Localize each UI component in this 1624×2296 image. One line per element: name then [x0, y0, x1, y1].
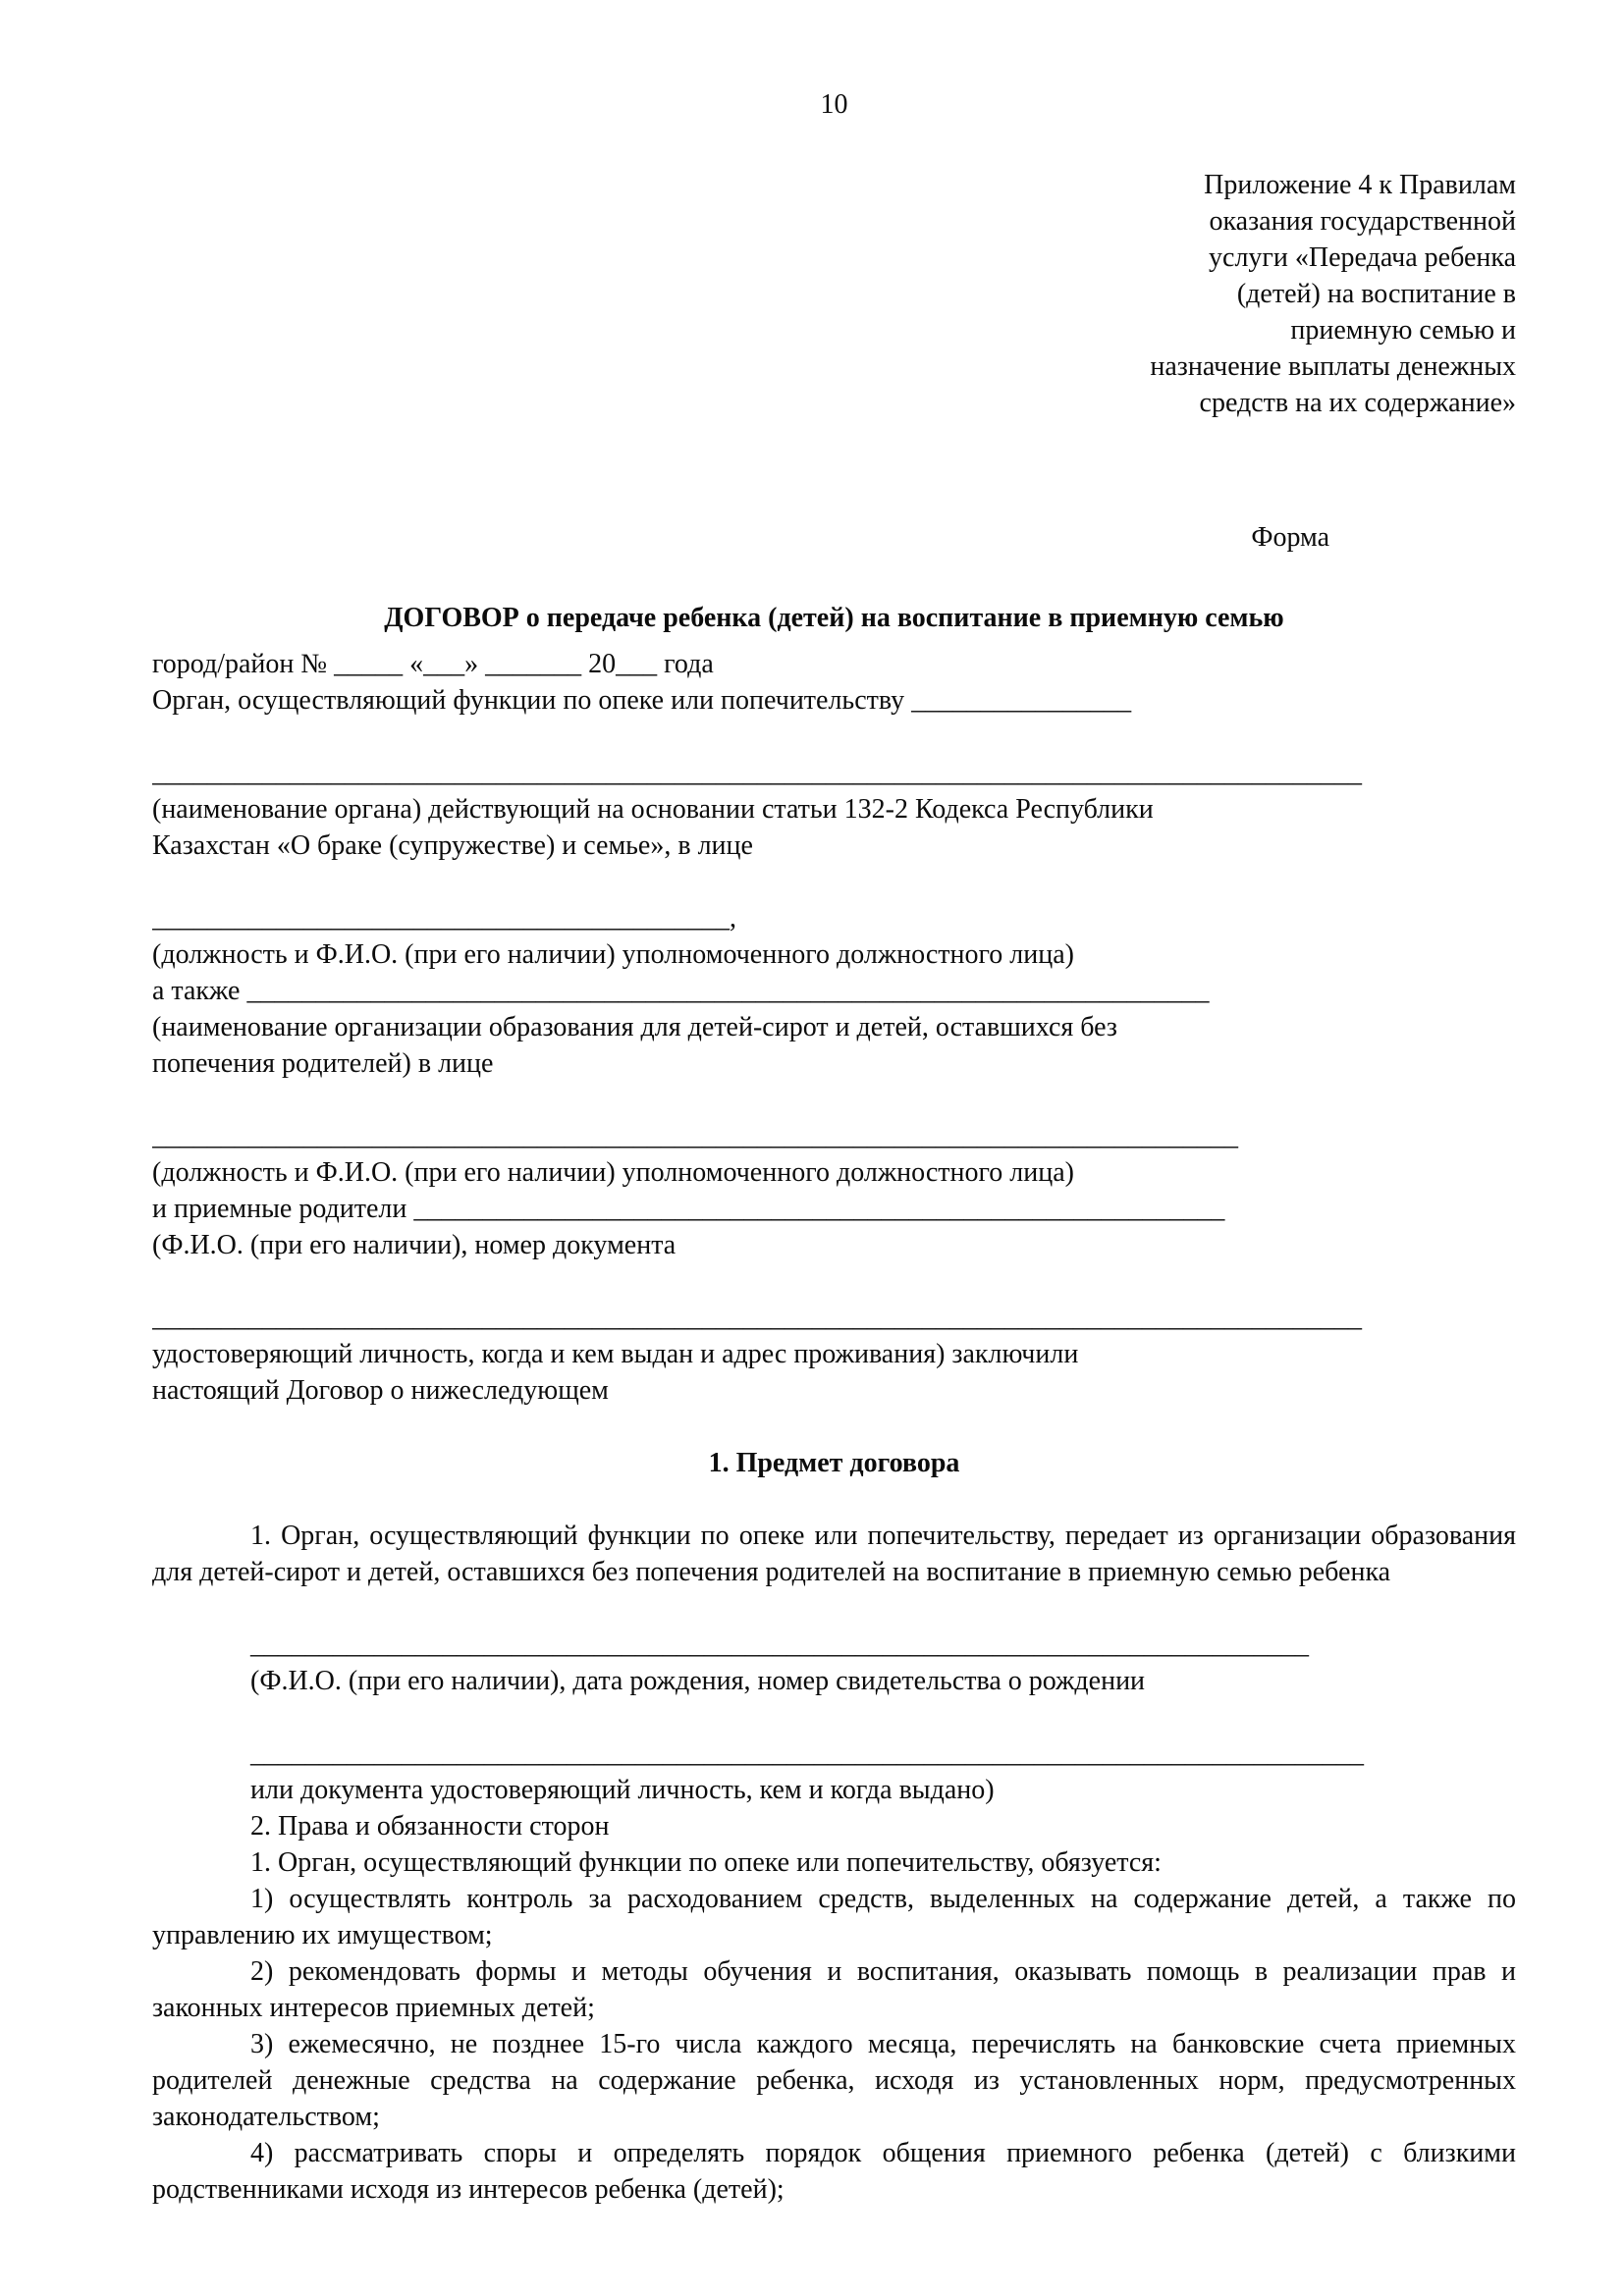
- form-line: (должность и Ф.И.О. (при его наличии) уполномоченного должностного лица): [152, 1157, 1074, 1188]
- contract-clauses: [152, 1518, 1516, 2208]
- form-line: (должность и Ф.И.О. (при его наличии) уполномоченного должностного лица): [152, 939, 1074, 970]
- document-title: ДОГОВОР о передаче ребенка (детей) на воспитание в приемную семью: [384, 603, 1284, 633]
- form-line: а также ______________________________________________________________________: [152, 976, 1210, 1006]
- form-line: (Ф.И.О. (при его наличии), номер документа: [152, 1230, 677, 1260]
- clause-line: (Ф.И.О. (при его наличии), дата рождения, номер свидетельства о рождении: [250, 1666, 1146, 1696]
- appendix-line: средств на их содержание»: [1199, 388, 1516, 418]
- form-line: [152, 1263, 1516, 1300]
- appendix-reference: [152, 167, 1516, 421]
- clause-line: _____________________________________________________________________________: [250, 1629, 1309, 1660]
- clause-line: 2) рекомендовать формы и методы обучения и воспитания, оказывать помощь в реализации прав и законных интересов приемных детей;: [152, 1956, 1516, 2023]
- clause-line: или документа удостоверяющий личность, кем и когда выдано): [250, 1775, 995, 1805]
- clause-line: 4) рассматривать споры и определять порядок общения приемного ребенка (детей) с близкими родственниками исходя из интересов ребенка (детей);: [152, 2138, 1516, 2205]
- appendix-line: оказания государственной: [1209, 206, 1516, 237]
- form-line: ________________________________________________________________________________________: [152, 1303, 1362, 1333]
- clause-line: 3) ежемесячно, не позднее 15-го числа каждого месяца, перечислять на банковские счета приемных родителей денежные средства на содержание ребенка, исходя из установленных норм, предусмотренных законодательством;: [152, 2029, 1516, 2132]
- clause-line: 1) осуществлять контроль за расходованием средств, выделенных на содержание детей, а также по управлению их имуществом;: [152, 1884, 1516, 1950]
- form-line: город/район № _____ «___» _______ 20___ года: [152, 649, 714, 679]
- clause-line: [152, 1590, 1516, 1627]
- clause-line: 1. Орган, осуществляющий функции по опеке или попечительству, обязуется:: [250, 1847, 1162, 1878]
- form-line: и приемные родители ___________________________________________________________: [152, 1194, 1225, 1224]
- form-line: Орган, осуществляющий функции по опеке или попечительству ________________: [152, 685, 1132, 716]
- appendix-line: Приложение 4 к Правилам: [1204, 170, 1516, 200]
- form-line: [152, 719, 1516, 755]
- form-line: настоящий Договор о нижеследующем: [152, 1375, 609, 1406]
- appendix-line: (детей) на воспитание в: [1236, 279, 1516, 309]
- form-line: [152, 864, 1516, 900]
- form-line: (наименование организации образования для детей-сирот и детей, оставшихся без: [152, 1012, 1117, 1042]
- form-line: попечения родителей) в лице: [152, 1048, 494, 1079]
- form-line: [152, 1082, 1516, 1118]
- clause-line: 1. Орган, осуществляющий функции по опеке или попечительству, передает из организации образования для детей-сирот и детей, оставшихся без попечения родителей на воспитание в приемную семью ребенка: [152, 1521, 1516, 1587]
- appendix-line: услуги «Передача ребенка: [1209, 242, 1516, 273]
- form-line: __________________________________________,: [152, 903, 736, 934]
- section-heading: 1. Предмет договора: [708, 1448, 960, 1478]
- form-line: _______________________________________________________________________________: [152, 1121, 1238, 1151]
- form-line: удостоверяющий личность, когда и кем выдан и адрес проживания) заключили: [152, 1339, 1079, 1369]
- form-line: (наименование органа) действующий на основании статьи 132-2 Кодекса Республики: [152, 794, 1154, 825]
- clause-line: 2. Права и обязанности сторон: [250, 1811, 610, 1842]
- form-label: Форма: [1251, 522, 1329, 553]
- clause-line: _________________________________________________________________________________: [250, 1738, 1364, 1769]
- clause-line: [152, 1699, 1516, 1735]
- contract-preamble: [152, 646, 1516, 1409]
- appendix-line: назначение выплаты денежных: [1150, 351, 1516, 382]
- form-line: Казахстан «О браке (супружестве) и семье», в лице: [152, 830, 753, 861]
- page-number: 10: [820, 89, 848, 120]
- appendix-line: приемную семью и: [1290, 315, 1516, 346]
- form-line: ________________________________________________________________________________________: [152, 758, 1362, 788]
